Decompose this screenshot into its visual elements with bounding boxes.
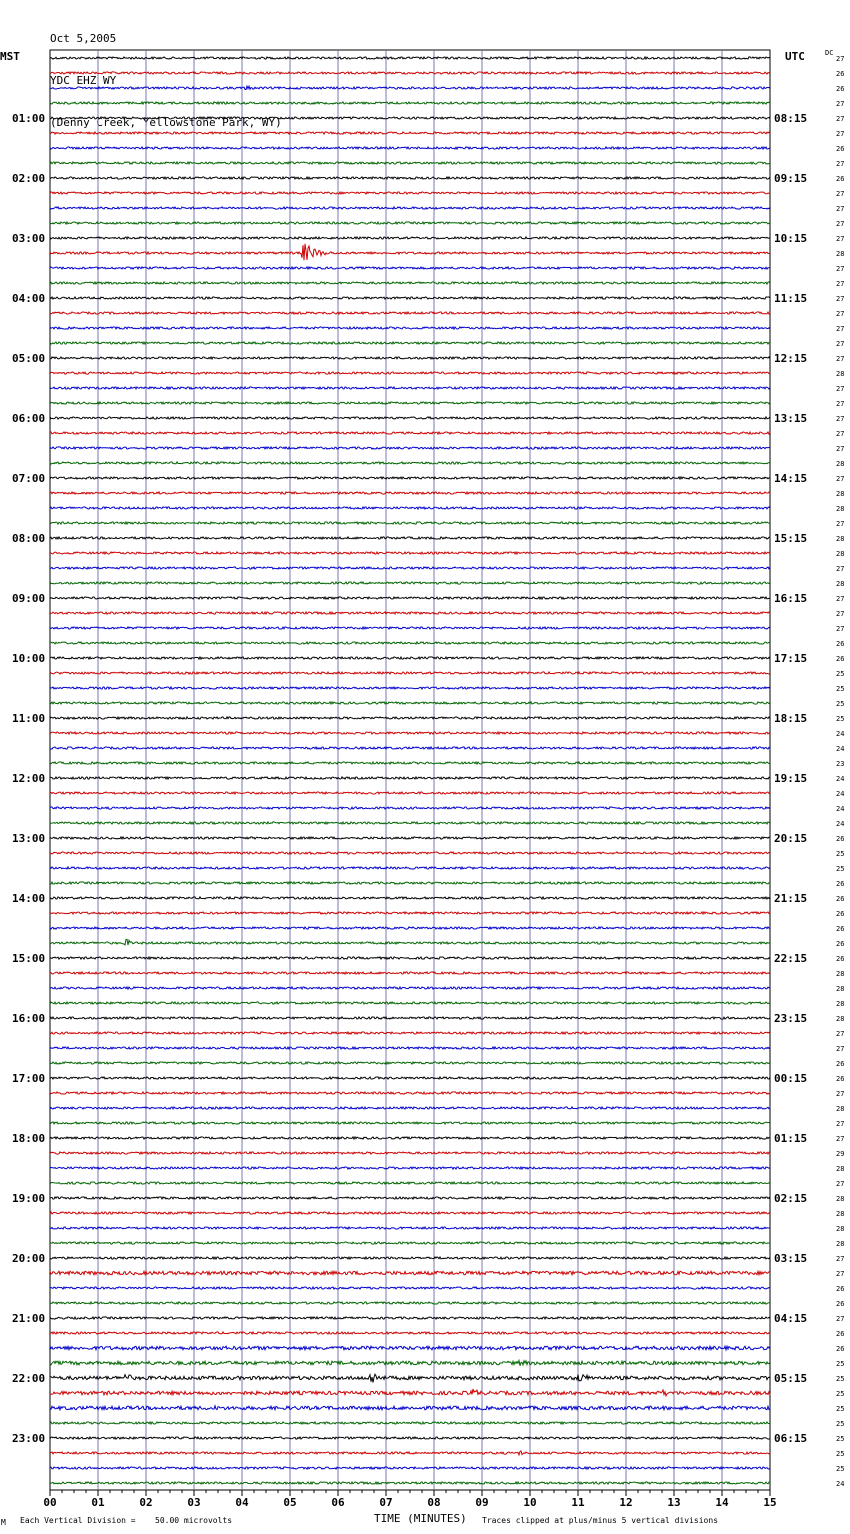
dc-offset-label: 28: [836, 1210, 845, 1218]
trace-row-68: [50, 1077, 770, 1079]
mst-hour-label: 06:00: [12, 412, 46, 425]
trace-row-47: [50, 762, 770, 764]
trace-row-38: [50, 627, 770, 629]
trace-row-5: [50, 132, 770, 134]
dc-offset-label: 27: [836, 475, 845, 483]
dc-offset-label: 26: [836, 655, 845, 663]
dc-offset-label: 28: [836, 1165, 845, 1173]
dc-offset-label: 27: [836, 445, 845, 453]
corner-mark: M: [1, 1518, 6, 1527]
dc-offset-label: 26: [836, 85, 845, 93]
trace-row-1: [50, 72, 770, 74]
x-tick-label: 11: [571, 1496, 585, 1509]
dc-offset-label: 24: [836, 820, 845, 828]
trace-row-22: [50, 387, 770, 389]
dc-offset-label: 26: [836, 70, 845, 78]
dc-offset-label: 27: [836, 415, 845, 423]
utc-hour-label: 18:15: [774, 712, 808, 725]
trace-row-18: [50, 327, 770, 329]
dc-offset-label: 28: [836, 370, 845, 378]
dc-offset-label: 24: [836, 730, 845, 738]
dc-offset-label: 28: [836, 970, 845, 978]
dc-offset-label: 26: [836, 1345, 845, 1353]
dc-offset-label: 28: [836, 535, 845, 543]
trace-row-3: [50, 102, 770, 104]
trace-row-32: [50, 537, 770, 539]
x-axis-label: TIME (MINUTES): [374, 1512, 467, 1525]
trace-row-64: [50, 1017, 770, 1019]
trace-row-78: [50, 1227, 770, 1229]
trace-row-84: [50, 1317, 770, 1319]
trace-row-35: [50, 582, 770, 584]
trace-row-95: [50, 1482, 770, 1484]
mst-hour-label: 07:00: [12, 472, 46, 485]
utc-hour-label: 12:15: [774, 352, 808, 365]
trace-row-45: [50, 732, 770, 734]
dc-offset-label: 25: [836, 1375, 845, 1383]
mst-hour-label: 17:00: [12, 1072, 46, 1085]
trace-row-88: [50, 1374, 770, 1382]
mst-hour-label: 09:00: [12, 592, 46, 605]
trace-row-50: [50, 807, 770, 809]
trace-row-10: [50, 207, 770, 209]
dc-offset-label: 26: [836, 640, 845, 648]
mst-hour-label: 13:00: [12, 832, 46, 845]
utc-hour-label: 03:15: [774, 1252, 808, 1265]
trace-row-53: [50, 852, 770, 854]
trace-row-39: [50, 642, 770, 644]
x-tick-label: 09: [475, 1496, 489, 1509]
dc-offset-label: 28: [836, 1195, 845, 1203]
dc-offset-label: 28: [836, 1225, 845, 1233]
station-text: YDC EHZ WY: [50, 74, 117, 87]
dc-offset-label: 28: [836, 505, 845, 513]
trace-row-19: [50, 342, 770, 344]
dc-offset-label: 28: [836, 1015, 845, 1023]
trace-row-30: [50, 507, 770, 509]
dc-offset-label: 25: [836, 865, 845, 873]
dc-label: DC: [825, 49, 834, 57]
mst-hour-label: 11:00: [12, 712, 46, 725]
dc-offset-label: 27: [836, 400, 845, 408]
dc-offset-label: 28: [836, 1000, 845, 1008]
trace-row-91: [50, 1422, 770, 1424]
dc-offset-label: 28: [836, 550, 845, 558]
dc-offset-label: 24: [836, 775, 845, 783]
trace-row-51: [50, 822, 770, 824]
dc-offset-label: 25: [836, 685, 845, 693]
trace-row-26: [50, 447, 770, 449]
utc-hour-label: 02:15: [774, 1192, 808, 1205]
trace-row-36: [50, 597, 770, 599]
dc-offset-label: 25: [836, 850, 845, 858]
mst-hour-label: 23:00: [12, 1432, 46, 1445]
dc-offset-label: 25: [836, 1435, 845, 1443]
dc-offset-label: 26: [836, 145, 845, 153]
trace-row-58: [50, 927, 770, 929]
trace-row-87: [50, 1360, 770, 1365]
trace-row-52: [50, 837, 770, 839]
mst-hour-label: 20:00: [12, 1252, 46, 1265]
dc-offset-label: 25: [836, 1465, 845, 1473]
trace-row-8: [50, 177, 770, 179]
dc-offset-label: 27: [836, 1315, 845, 1323]
dc-offset-label: 27: [836, 1045, 845, 1053]
trace-row-54: [50, 867, 770, 869]
dc-offset-label: 26: [836, 175, 845, 183]
mst-hour-label: 16:00: [12, 1012, 46, 1025]
mst-hour-label: 22:00: [12, 1372, 46, 1385]
dc-offset-label: 28: [836, 460, 845, 468]
dc-offset-label: 27: [836, 430, 845, 438]
trace-row-85: [50, 1332, 770, 1334]
trace-row-15: [50, 282, 770, 284]
scale-prefix: Each Vertical Division =: [20, 1516, 136, 1525]
mst-hour-label: 19:00: [12, 1192, 46, 1205]
dc-offset-label: 27: [836, 595, 845, 603]
dc-offset-label: 24: [836, 805, 845, 813]
date-text: Oct 5,2005: [50, 32, 117, 45]
x-tick-label: 07: [379, 1496, 393, 1509]
utc-hour-label: 19:15: [774, 772, 808, 785]
x-tick-label: 06: [331, 1496, 345, 1509]
dc-offset-label: 27: [836, 100, 845, 108]
trace-row-77: [50, 1212, 770, 1214]
mst-hour-label: 03:00: [12, 232, 46, 245]
mst-hour-label: 14:00: [12, 892, 46, 905]
dc-offset-label: 27: [836, 1255, 845, 1263]
right-zone-label: UTC: [785, 50, 805, 63]
trace-row-25: [50, 432, 770, 434]
dc-offset-label: 27: [836, 325, 845, 333]
dc-offset-label: 27: [836, 385, 845, 393]
trace-row-76: [50, 1197, 770, 1199]
trace-row-60: [50, 957, 770, 959]
dc-offset-label: 27: [836, 235, 845, 243]
dc-offset-label: 25: [836, 1450, 845, 1458]
dc-offset-label: 29: [836, 1150, 845, 1158]
dc-offset-label: 25: [836, 670, 845, 678]
trace-row-34: [50, 567, 770, 569]
utc-hour-label: 11:15: [774, 292, 808, 305]
dc-offset-label: 27: [836, 115, 845, 123]
trace-row-70: [50, 1107, 770, 1109]
dc-offset-label: 26: [836, 880, 845, 888]
dc-offset-label: 27: [836, 220, 845, 228]
dc-offset-label: 27: [836, 1135, 845, 1143]
mst-hour-label: 02:00: [12, 172, 46, 185]
dc-offset-label: 27: [836, 160, 845, 168]
x-tick-label: 00: [43, 1496, 57, 1509]
mst-hour-label: 04:00: [12, 292, 46, 305]
dc-offset-label: 26: [836, 1060, 845, 1068]
dc-offset-label: 27: [836, 205, 845, 213]
dc-offset-label: 24: [836, 790, 845, 798]
utc-hour-label: 15:15: [774, 532, 808, 545]
trace-row-79: [50, 1242, 770, 1244]
utc-hour-label: 23:15: [774, 1012, 808, 1025]
utc-hour-label: 00:15: [774, 1072, 808, 1085]
x-tick-label: 08: [427, 1496, 441, 1509]
x-tick-label: 04: [235, 1496, 249, 1509]
dc-offset-label: 26: [836, 1300, 845, 1308]
dc-offset-label: 25: [836, 715, 845, 723]
trace-row-29: [50, 492, 770, 494]
trace-row-12: [50, 237, 770, 239]
utc-hour-label: 14:15: [774, 472, 808, 485]
trace-row-14: [50, 267, 770, 269]
dc-offset-label: 28: [836, 250, 845, 258]
trace-row-9: [50, 192, 770, 194]
dc-offset-label: 25: [836, 1390, 845, 1398]
utc-hour-label: 20:15: [774, 832, 808, 845]
dc-offset-label: 25: [836, 1405, 845, 1413]
trace-row-31: [50, 522, 770, 524]
trace-row-67: [50, 1062, 770, 1064]
utc-hour-label: 08:15: [774, 112, 808, 125]
dc-offset-label: 26: [836, 940, 845, 948]
x-tick-label: 02: [139, 1496, 153, 1509]
trace-row-89: [50, 1389, 770, 1396]
dc-offset-label: 28: [836, 1240, 845, 1248]
dc-offset-label: 26: [836, 835, 845, 843]
dc-offset-label: 27: [836, 625, 845, 633]
dc-offset-label: 27: [836, 280, 845, 288]
dc-offset-label: 27: [836, 130, 845, 138]
trace-row-62: [50, 987, 770, 989]
utc-hour-label: 05:15: [774, 1372, 808, 1385]
mst-hour-label: 08:00: [12, 532, 46, 545]
trace-row-20: [50, 357, 770, 359]
utc-hour-label: 06:15: [774, 1432, 808, 1445]
trace-row-17: [50, 312, 770, 314]
trace-row-55: [50, 882, 770, 884]
utc-hour-label: 21:15: [774, 892, 808, 905]
dc-offset-label: 26: [836, 1075, 845, 1083]
clip-note: Traces clipped at plus/minus 5 vertical divisions: [482, 1516, 719, 1525]
trace-row-7: [50, 162, 770, 164]
trace-row-49: [50, 792, 770, 794]
mst-hour-label: 15:00: [12, 952, 46, 965]
trace-row-80: [50, 1257, 770, 1259]
trace-row-82: [50, 1287, 770, 1289]
trace-row-59: [50, 939, 770, 945]
dc-offset-label: 27: [836, 190, 845, 198]
dc-offset-label: 27: [836, 55, 845, 63]
dc-offset-label: 26: [836, 1285, 845, 1293]
trace-row-46: [50, 747, 770, 749]
trace-row-90: [50, 1406, 770, 1410]
dc-offset-label: 25: [836, 1360, 845, 1368]
trace-row-23: [50, 402, 770, 404]
dc-offset-label: 26: [836, 1330, 845, 1338]
utc-hour-label: 01:15: [774, 1132, 808, 1145]
dc-offset-label: 27: [836, 1030, 845, 1038]
trace-row-72: [50, 1137, 770, 1139]
trace-row-16: [50, 297, 770, 299]
trace-row-11: [50, 222, 770, 224]
dc-offset-label: 25: [836, 1420, 845, 1428]
trace-row-61: [50, 972, 770, 974]
dc-offset-label: 27: [836, 520, 845, 528]
utc-hour-label: 04:15: [774, 1312, 808, 1325]
utc-hour-label: 17:15: [774, 652, 808, 665]
dc-offset-label: 27: [836, 1120, 845, 1128]
trace-row-83: [50, 1302, 770, 1304]
dc-offset-label: 28: [836, 1105, 845, 1113]
dc-offset-label: 24: [836, 1480, 845, 1488]
x-tick-label: 14: [715, 1496, 729, 1509]
dc-offset-label: 27: [836, 565, 845, 573]
trace-row-4: [50, 117, 770, 119]
trace-row-71: [50, 1122, 770, 1124]
dc-offset-label: 27: [836, 1180, 845, 1188]
trace-row-40: [50, 657, 770, 659]
dc-offset-label: 27: [836, 1270, 845, 1278]
utc-hour-label: 10:15: [774, 232, 808, 245]
trace-row-43: [50, 702, 770, 704]
trace-row-28: [50, 477, 770, 479]
trace-row-33: [50, 552, 770, 554]
trace-row-42: [50, 687, 770, 689]
x-tick-label: 15: [763, 1496, 777, 1509]
trace-row-13: [50, 244, 770, 260]
x-tick-label: 03: [187, 1496, 201, 1509]
trace-row-94: [50, 1467, 770, 1469]
trace-row-41: [50, 672, 770, 674]
mst-hour-label: 12:00: [12, 772, 46, 785]
dc-offset-label: 26: [836, 910, 845, 918]
x-tick-label: 13: [667, 1496, 681, 1509]
dc-offset-label: 27: [836, 295, 845, 303]
trace-row-65: [50, 1032, 770, 1034]
trace-row-93: [50, 1451, 770, 1455]
dc-offset-label: 26: [836, 925, 845, 933]
utc-hour-label: 13:15: [774, 412, 808, 425]
dc-offset-label: 27: [836, 310, 845, 318]
trace-row-27: [50, 462, 770, 464]
trace-row-37: [50, 612, 770, 614]
utc-hour-label: 09:15: [774, 172, 808, 185]
dc-offset-label: 26: [836, 895, 845, 903]
dc-offset-label: 27: [836, 340, 845, 348]
trace-row-86: [50, 1346, 770, 1350]
dc-offset-label: 28: [836, 580, 845, 588]
trace-row-24: [50, 417, 770, 419]
mst-hour-label: 18:00: [12, 1132, 46, 1145]
trace-row-69: [50, 1092, 770, 1094]
trace-row-81: [50, 1271, 770, 1275]
dc-offset-label: 27: [836, 1090, 845, 1098]
x-tick-label: 12: [619, 1496, 633, 1509]
mst-hour-label: 05:00: [12, 352, 46, 365]
trace-row-66: [50, 1047, 770, 1049]
trace-row-74: [50, 1167, 770, 1169]
dc-offset-label: 28: [836, 490, 845, 498]
x-tick-label: 05: [283, 1496, 297, 1509]
dc-offset-label: 27: [836, 265, 845, 273]
trace-row-21: [50, 372, 770, 374]
mst-hour-label: 01:00: [12, 112, 46, 125]
mst-hour-label: 10:00: [12, 652, 46, 665]
dc-offset-label: 27: [836, 355, 845, 363]
trace-row-2: [50, 86, 770, 89]
utc-hour-label: 16:15: [774, 592, 808, 605]
trace-row-44: [50, 717, 770, 719]
trace-row-73: [50, 1152, 770, 1154]
dc-offset-label: 26: [836, 955, 845, 963]
trace-row-63: [50, 1002, 770, 1004]
trace-row-6: [50, 147, 770, 149]
scale-value: 50.00 microvolts: [155, 1516, 233, 1525]
dc-offset-label: 23: [836, 760, 845, 768]
trace-row-75: [50, 1182, 770, 1184]
trace-row-56: [50, 897, 770, 899]
dc-offset-label: 24: [836, 745, 845, 753]
location-text: (Denny Creek, Yellowstone Park, WY): [50, 116, 282, 129]
dc-offset-label: 27: [836, 610, 845, 618]
trace-row-92: [50, 1437, 770, 1439]
trace-row-0: [50, 57, 770, 59]
trace-row-57: [50, 912, 770, 914]
mst-hour-label: 21:00: [12, 1312, 46, 1325]
utc-hour-label: 22:15: [774, 952, 808, 965]
dc-offset-label: 28: [836, 985, 845, 993]
x-tick-label: 10: [523, 1496, 537, 1509]
left-zone-label: MST: [0, 50, 20, 63]
dc-offset-label: 25: [836, 700, 845, 708]
trace-row-48: [50, 777, 770, 779]
x-tick-label: 01: [91, 1496, 105, 1509]
